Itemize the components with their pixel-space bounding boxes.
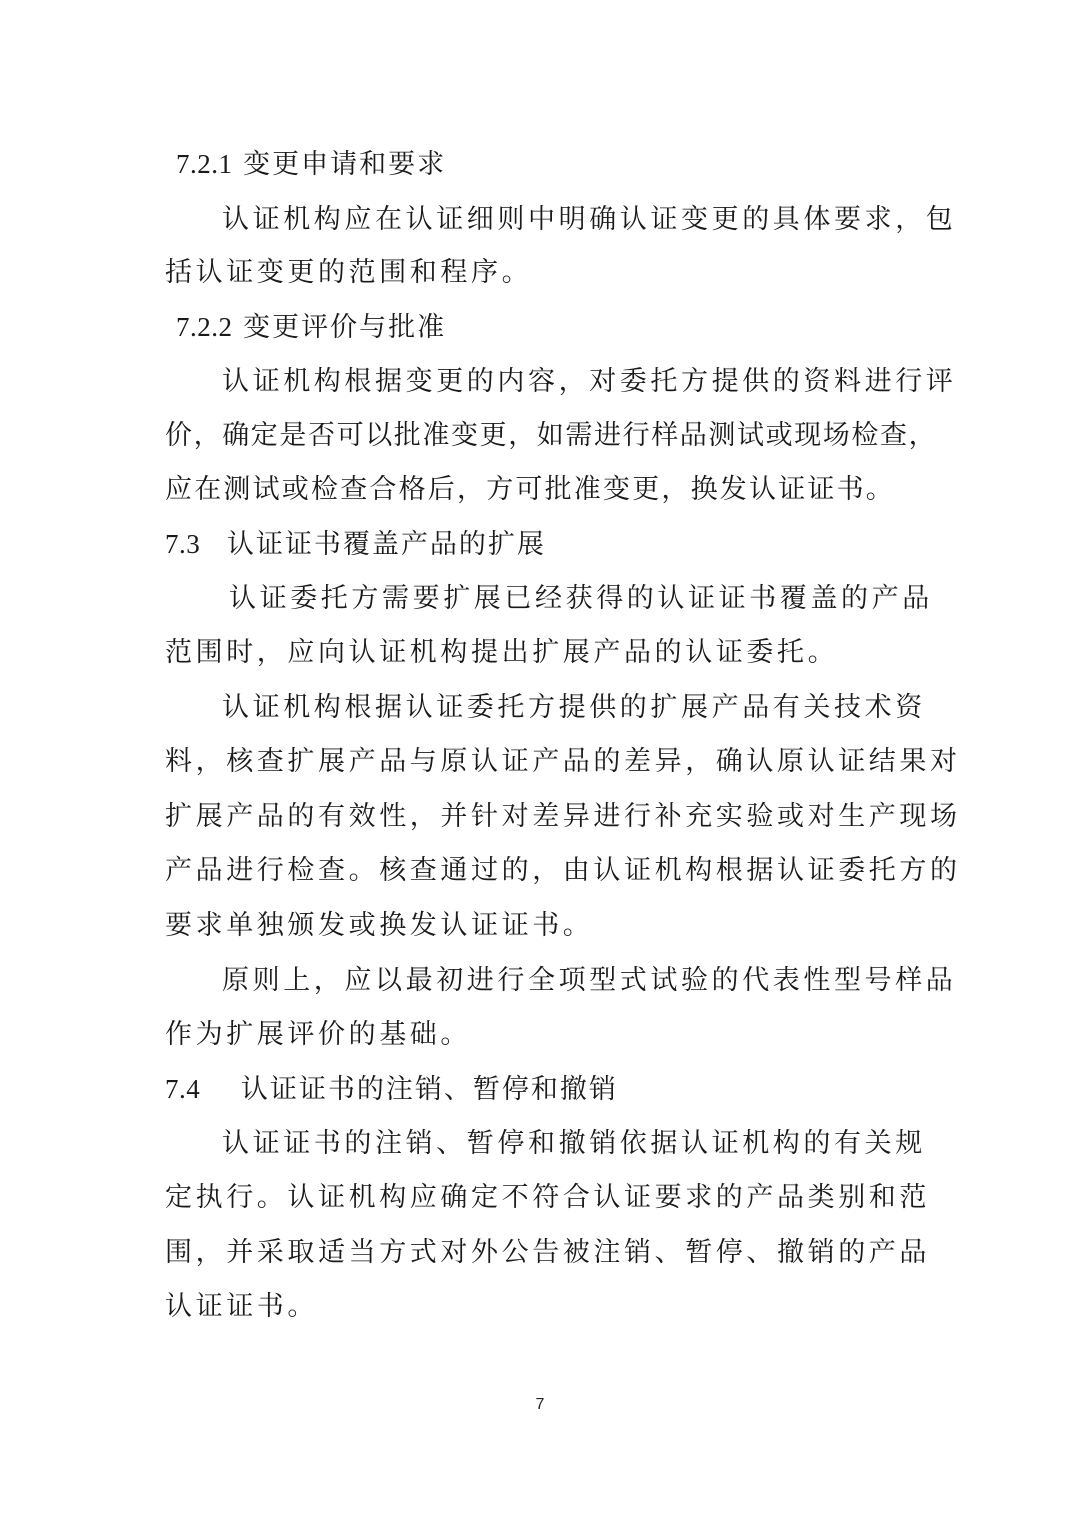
heading-7-2-2 <box>176 307 936 348</box>
paragraph-line: 要求单独颁发或换发认证证书。 <box>165 910 594 941</box>
paragraph-line: 认证证书。 <box>165 1291 318 1322</box>
paragraph-line: 作为扩展评价的基础。 <box>165 1019 471 1050</box>
paragraph-line: 括认证变更的范围和程序。 <box>165 257 533 288</box>
paragraph-line: 产品进行检查。核查通过的，由认证机构根据认证委托方的 <box>165 855 961 886</box>
page-number: 7 <box>535 1396 545 1413</box>
paragraph-line: 价，确定是否可以批准变更，如需进行样品测试或现场检查， <box>165 420 938 451</box>
paragraph-line: 认证机构根据变更的内容，对委托方提供的资料进行评 <box>222 366 957 397</box>
heading-number: 7.3 <box>165 529 201 559</box>
paragraph-line: 扩展产品的有效性，并针对差异进行补充实验或对生产现场 <box>165 801 961 832</box>
paragraph-line: 原则上，应以最初进行全项型式试验的代表性型号样品 <box>222 965 957 996</box>
heading-7-2-1 <box>176 144 936 185</box>
heading-number: 7.2.1 <box>176 149 233 179</box>
heading-7-3 <box>165 524 925 565</box>
heading-title: 认证证书的注销、暂停和撤销 <box>240 1074 618 1105</box>
paragraph-line: 应在测试或检查合格后，方可批准变更，换发认证证书。 <box>165 474 895 505</box>
paragraph-line: 认证委托方需要扩展已经获得的认证证书覆盖的产品 <box>229 583 933 614</box>
heading-title: 认证证书覆盖产品的扩展 <box>226 529 546 560</box>
heading-number: 7.2.2 <box>176 312 233 342</box>
paragraph-line: 料，核查扩展产品与原认证产品的差异，确认原认证结果对 <box>165 746 961 777</box>
heading-title: 变更申请和要求 <box>243 149 447 180</box>
paragraph-line: 范围时，应向认证机构提出扩展产品的认证委托。 <box>165 637 839 668</box>
paragraph-line: 认证机构应在认证细则中明确认证变更的具体要求，包 <box>222 204 957 235</box>
paragraph-line: 认证机构根据认证委托方提供的扩展产品有关技术资 <box>222 692 926 723</box>
heading-7-4 <box>165 1069 925 1110</box>
paragraph-line: 围，并采取适当方式对外公告被注销、暂停、撤销的产品 <box>165 1237 930 1268</box>
heading-title: 变更评价与批准 <box>243 312 447 343</box>
heading-number: 7.4 <box>165 1074 201 1104</box>
paragraph-line: 认证证书的注销、暂停和撤销依据认证机构的有关规 <box>222 1128 926 1159</box>
paragraph-line: 定执行。认证机构应确定不符合认证要求的产品类别和范 <box>165 1182 930 1213</box>
